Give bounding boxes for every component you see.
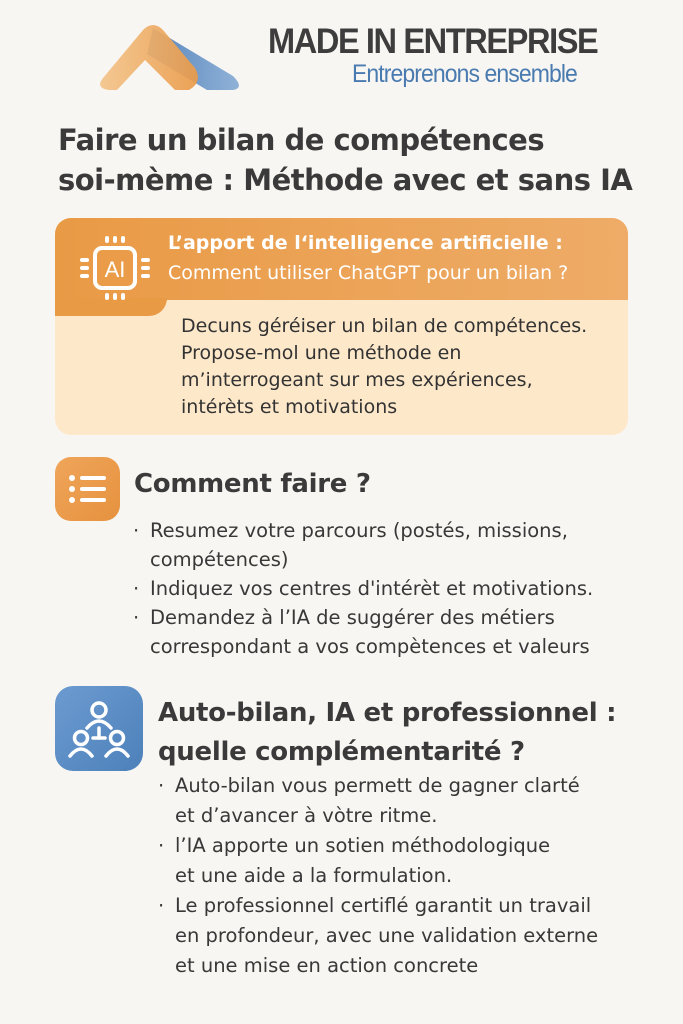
prompt-line: m’interrogeant sur mes expériences, [181, 369, 533, 391]
people-network-icon [55, 686, 143, 771]
list-item: · Demandez à l’IA de suggérer des métiers correspondant a vos compètences et valeurs [133, 606, 590, 658]
prompt-line: intérèts et motivations [181, 396, 398, 418]
prompt-line: Decuns géréiser un bilan de compétences. [181, 315, 588, 337]
brand-name: MADE IN ENTREPRISE [268, 22, 598, 61]
prompt-line: Propose-mol une méthode en [181, 342, 462, 364]
ai-icon-label: AI [104, 257, 126, 282]
how-heading: Comment faire ? [134, 469, 371, 499]
complement-list [158, 771, 599, 981]
complement-heading-line2: quelle complémentarité ? [158, 737, 525, 767]
list-item: · Indiquez vos centres d'intérèt et motivations. [133, 577, 594, 600]
page-title-line1: Faire un bilan de compétences [58, 123, 545, 157]
ai-card-prompt [181, 313, 587, 421]
list-item: · Resumez votre parcours (postés, missions, compétences) [133, 519, 568, 571]
how-list [133, 516, 594, 661]
made-in-entreprise-logo [95, 20, 251, 92]
ai-card [55, 218, 628, 435]
ai-chip-icon [79, 236, 151, 302]
ai-card-heading: L’apport de l‘intelligence artificielle : [168, 232, 563, 254]
brand-tagline: Entreprenons ensemble [352, 60, 577, 88]
complement-heading-line1: Auto-bilan, IA et professionnel : [158, 698, 617, 728]
list-item: · l’IA apporte un sotien méthodologique et une aide a la formulation. [158, 834, 551, 887]
ai-card-subheading: Comment utiliser ChatGPT pour un bilan ? [168, 262, 569, 284]
list-item: · Le professionnel certiflé garantit un travail en profondeur, avec une validation externe et une mise en action concrete [158, 894, 599, 977]
list-icon [55, 457, 120, 521]
page-title-line2: soi-mème : Méthode avec et sans IA [58, 163, 633, 197]
list-item: · Auto-bilan vous permett de gagner clarté et d’avancer à vòtre ritme. [158, 774, 580, 827]
